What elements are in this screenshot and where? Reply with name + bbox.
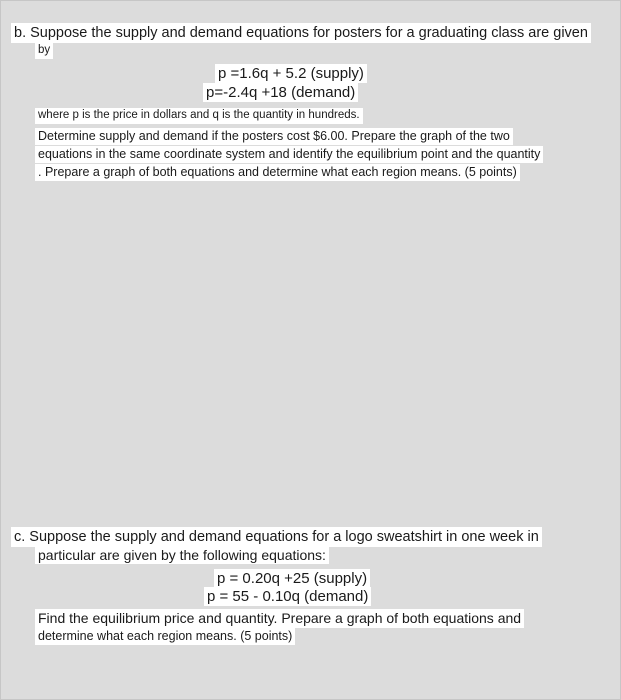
problem-b-supply-equation: p =1.6q + 5.2 (supply)	[215, 64, 367, 83]
problem-b-task-line-3: . Prepare a graph of both equations and determine what each region means. (5 points)	[35, 164, 520, 181]
problem-b-intro-cont: by	[35, 43, 53, 59]
problem-b-demand-equation: p=-2.4q +18 (demand)	[203, 83, 358, 102]
problem-c-demand-equation: p = 55 - 0.10q (demand)	[204, 587, 371, 606]
problem-c-supply-equation: p = 0.20q +25 (supply)	[214, 569, 370, 588]
problem-c-task-line-1: Find the equilibrium price and quantity. Prepare a graph of both equations and	[35, 609, 524, 628]
problem-b-task-line-1: Determine supply and demand if the posters cost $6.00. Prepare the graph of the two	[35, 128, 513, 145]
problem-c-intro-cont: particular are given by the following equations:	[35, 546, 329, 564]
problem-c-task-line-2: determine what each region means. (5 points)	[35, 628, 295, 645]
problem-c-intro: c. Suppose the supply and demand equations for a logo sweatshirt in one week in	[11, 527, 542, 547]
problem-b-intro: b. Suppose the supply and demand equations for posters for a graduating class are given	[11, 23, 591, 43]
problem-b-variable-definition: where p is the price in dollars and q is the quantity in hundreds.	[35, 108, 363, 124]
problem-b-task-line-2: equations in the same coordinate system and identify the equilibrium point and the quantity	[35, 146, 543, 163]
